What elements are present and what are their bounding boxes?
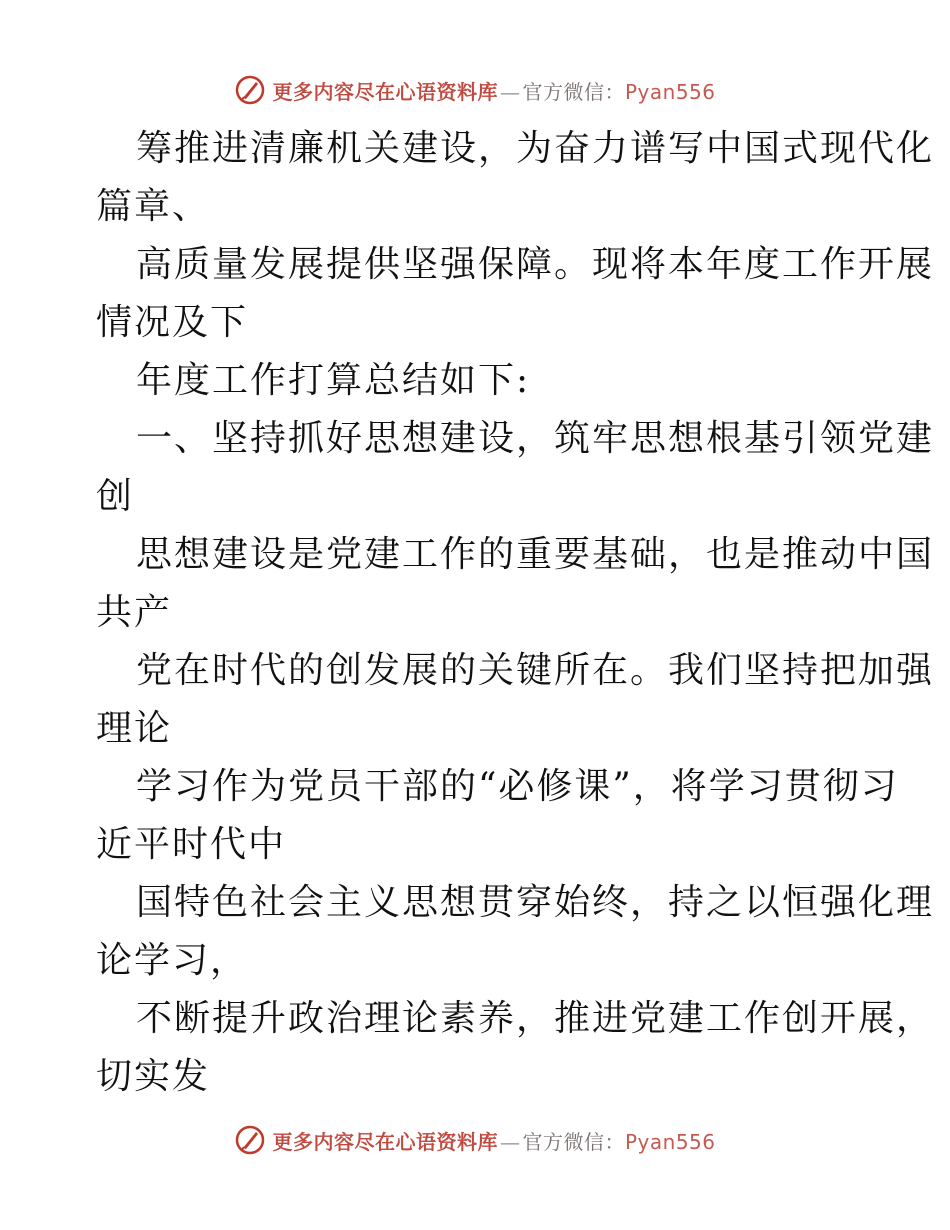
watermark-wechat-label: 官方微信： xyxy=(522,1129,625,1154)
text-line: 共产 xyxy=(96,592,173,633)
watermark-site-name: 更多内容尽在心语资料库 xyxy=(272,1129,498,1154)
text-line: 论学习， xyxy=(96,940,249,981)
text-line: 篇章、 xyxy=(96,186,211,227)
text-line: 高质量发展提供坚强保障。现将本年度工作开展 xyxy=(136,244,935,285)
watermark-wechat-id: Pyan556 xyxy=(624,79,716,104)
text-line: 思想建设是党建工作的重要基础，也是推动中国 xyxy=(136,534,935,575)
text-line: 情况及下 xyxy=(96,302,249,343)
watermark-text xyxy=(272,76,715,105)
watermark-wechat-label: 官方微信： xyxy=(522,79,625,104)
text-line: 年度工作打算总结如下: xyxy=(136,360,531,401)
quill-logo-icon xyxy=(234,74,266,106)
text-line: 切实发 xyxy=(96,1056,211,1097)
watermark-site-name: 更多内容尽在心语资料库 xyxy=(272,79,498,104)
watermark-separator: — xyxy=(499,79,521,104)
section-heading-line: 一、坚持抓好思想建设，筑牢思想根基引领党建 xyxy=(136,418,935,459)
text-line: 党在时代的创发展的关键所在。我们坚持把加强 xyxy=(136,650,935,691)
watermark-separator: — xyxy=(499,1129,521,1154)
watermark-wechat-id: Pyan556 xyxy=(624,1129,716,1154)
watermark-text xyxy=(272,1126,715,1155)
text-line: 近平时代中 xyxy=(96,824,287,865)
section-heading-line: 创 xyxy=(96,476,135,517)
text-line: 不断提升政治理论素养，推进党建工作创开展， xyxy=(136,998,935,1039)
document-body xyxy=(96,120,935,1106)
text-line: 国特色社会主义思想贯穿始终，持之以恒强化理 xyxy=(136,882,935,923)
text-line: 学习作为党员干部的“必修课”，将学习贯彻习 xyxy=(136,766,899,807)
text-line: 筹推进清廉机关建设，为奋力谱写中国式现代化 xyxy=(136,128,935,169)
text-line: 理论 xyxy=(96,708,173,749)
quill-logo-icon xyxy=(234,1124,266,1156)
header-watermark xyxy=(0,70,950,110)
footer-watermark xyxy=(0,1120,950,1160)
